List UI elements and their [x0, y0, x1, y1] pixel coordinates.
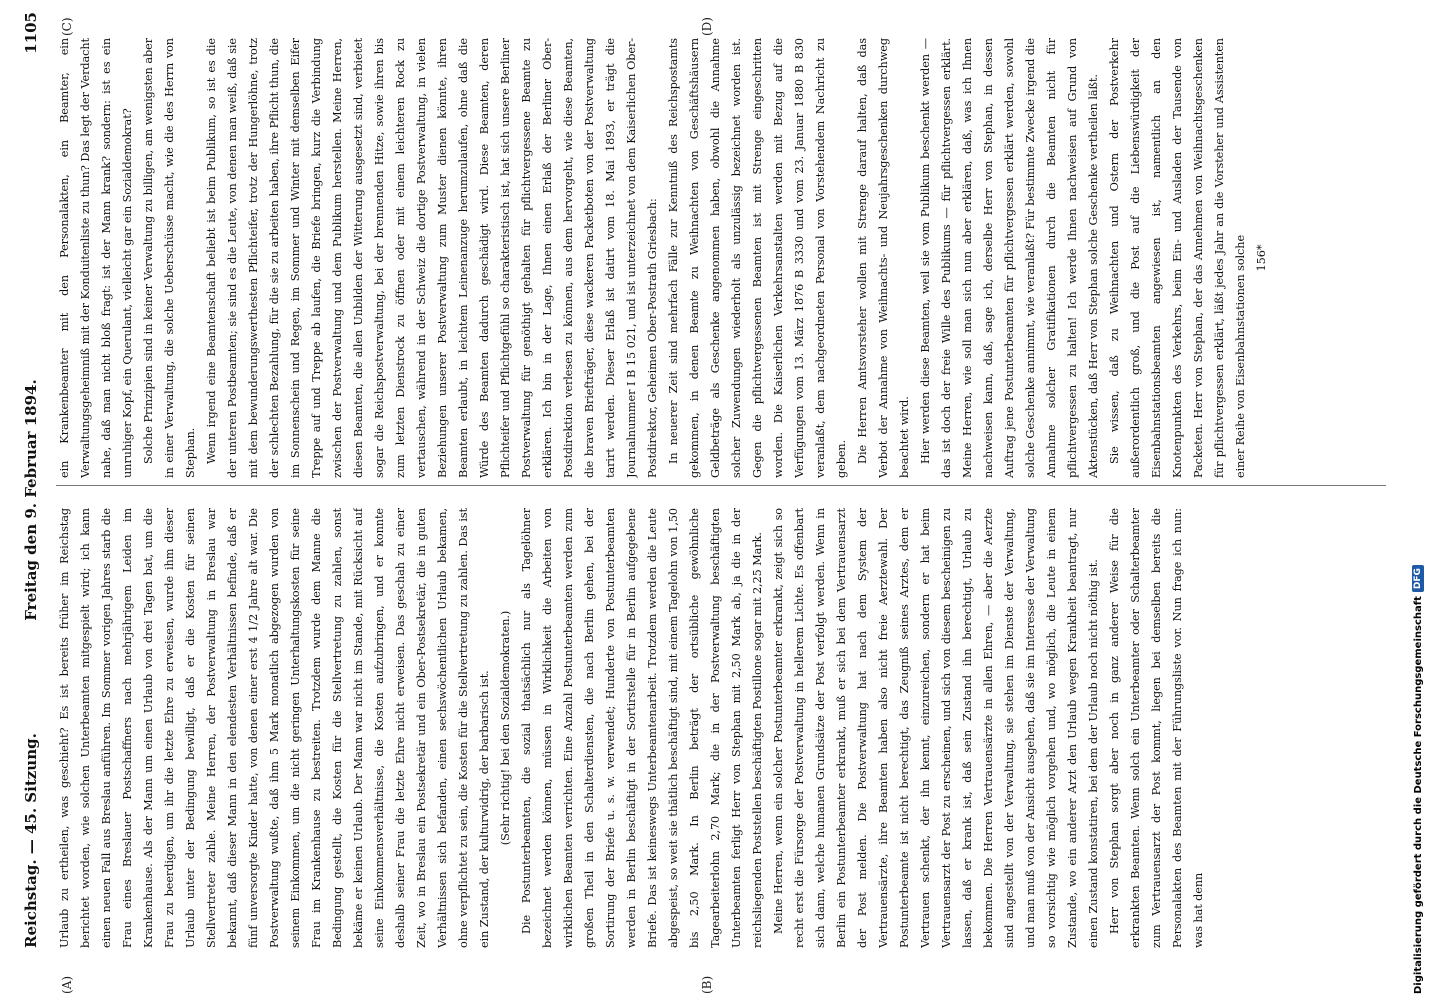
header-session: Reichstag. — 45. Sitzung. — [22, 733, 40, 948]
credit-text: Digitalisierung gefördert durch die Deutsche Forschungsgemeinschaft — [1412, 596, 1424, 994]
quoted-decree: In neuerer Zeit sind mehrfach Fälle zur Kenntniß des Reichspostamts gekommen, in denen Beamte zu Weihnachten von Geschäftshäusern Geldbeträge als Geschenke angenommen haben, obwohl die Annahme solcher Zuwendungen wiederholt als unzulässig bezeichnet worden ist. Gegen die pflichtvergessenen Beamten ist mit Strenge eingeschritten worden. Die Kaiserlichen Verkehrsanstalten werden mit Bezug auf die Verfügungen vom 13. März 1876 B 3330 und vom 23. Januar 1880 B 830 veranlaßt, dem nachgeordneten Personal von Vorstehendem Nachricht zu geben. — [667, 38, 848, 478]
margin-marker-d: (D) — [700, 17, 714, 36]
paragraph: Herr von Stephan sorgt aber noch in ganz anderer Weise für die erkrankten Beamten. Wenn solch ein Unterbeamter oder Schalterbeamter zum Vertrauensarzt der Post kommt, liegen bei demselben bereits die Personalakten des Beamten mit der Führungsliste vor. Nun frage ich nun: was hat denn — [1108, 508, 1205, 948]
column-left — [54, 508, 1394, 948]
digitization-credit-bar — [1408, 0, 1432, 1000]
column-right — [54, 38, 1394, 478]
dfg-logo: DFG — [1412, 565, 1424, 592]
page-header — [14, 0, 48, 1000]
header-date: Freitag den 9. Februar 1894. — [22, 379, 40, 621]
text-columns — [54, 38, 1394, 948]
paragraph: Die Postunterbeamten, die sozial thatsächlich nur als Tagelöhner bezeichnet werden können, müssen in Wirklichkeit die Arbeiten von wirklichen Beamten verrichten. Eine Anzahl Postunterbeamten werden zum großen Theil in den Schalterdiensten, die nach Berlin gehen, bei der Sortirung der Briefe u. s. w. verwendet; Hunderte von Postunterbeamten werden in Berlin beschäftigt in der Sortirstelle für in Berlin aufgegebene Briefe. Das ist keineswegs Unterbeamtenarbeit. Trotzdem werden die Leute abgespeist, so weit sie thätlich beschäftigt sind, mit einem Tagelohn von 1,50 bis 2,50 Mark. In Berlin beträgt der ortsübliche gewöhnliche Tagearbeiterlohn 2,70 Mark; die in der Postverwaltung beschäftigten Unterbeamten ferligt Herr von Stephan mit 2,50 Mark ab, ja die in der reichsliegenden Poststellen beschäftigten Postillone sogar mit 2,25 Mark. — [520, 508, 764, 948]
paragraph: Wenn irgend eine Beamtenschaft beliebt ist beim Publikum, so ist es die der unteren Postbeamten; sie sind es die Leute, von denen man weiß, daß sie mit dem bewunderungswerthesten Pflichteifer, trotz der Hungerlöhne, trotz der schlechten Bezahlung, für die sie zu arbeiten haben, ihre Pflicht thun, die im Sonnenschein und Regen, im Sommer und Winter mit demselben Eifer Treppe auf und Treppe ab laufen, die Briefe bringen, kurz die Verbindung zwischen der Postverwaltung und dem Publikum herstellen. Meine Herren, diesen Beamten, die allen Unbilden der Witterung ausgesetzt sind, verbietet sogar die Reichspostverwaltung, bei der brennenden Hitze, sowie ihren bis zum letzten Dienstrock zu öffnen oder mit einem leichteren Rock zu vertauschen, während in der Schweiz die dortige Postverwaltung, in vielen Beziehungen unserer Postverwaltung zum Muster dienen könnte, ihren Beamten erlaubt, in leichtem Leinenanzuge herumzulaufen, ohne daß die Würde des Beamten dadurch geschädigt wird. Diese Beamten, deren Pflichteifer und Pflichtgefühl so charakteristisch ist, hat sich unsere Berliner Postverwaltung für genöthigt gehalten für pflichtvergessene Beamte zu erklären. Ich bin in der Lage, Ihnen einen Erlaß der Berliner Ober-Postdirektion verlesen zu können, aus dem hervorgeht, wie diese Beamten, die braven Briefträger, diese wackeren Packetboten von der Postverwaltung tarirt werden. Dieser Erlaß ist datirt vom 18. Mai 1893, er trägt die Journalnummer I B 15 021, und ist unterzeichnet von dem Kaiserlichen Ober-Postdirektor, Geheimen Ober-Postrath Griesbach: — [205, 38, 659, 478]
quoted-decree: Die Herren Amtsvorsteher wollen mit Strenge darauf halten, daß das Verbot der Annahme von Weihnachts- und Neujahrsgeschenken durchweg beachtet wird. — [856, 38, 911, 478]
margin-marker-a: (A) — [60, 975, 74, 994]
sheet-signature: 156* — [1255, 244, 1268, 272]
paragraph: Hier werden diese Beamten, weil sie vom Publikum beschenkt werden — das ist doch der freie Wille des Publikums — für pflichtvergessen erklärt. Meine Herren, wie soll man sich nun aber erklären, daß, was ich Ihnen nachweisen kann, daß, sage ich, derselbe Herr von Stephan, in dessen Auftrag jene Postunterbeamten für pflichtvergessen erklärt werden, sowohl solche Geschenke annimmt, wie veranlaßt? Für bestimmte Zwecke irgend die Annahme solcher Gratifikationen durch die Beamten nicht für pflichtvergessen zu halten! Ich werde Ihnen nachweisen auf Grund von Aktenstücken, daß Herr von Stephan solche Geschenke vertheilen läßt. — [919, 38, 1100, 478]
paragraph: ein Krankenbeamter mit den Personalakten, ein Beamter, ein Verwaltungsgeheimniß mit der Konduitenliste zu thun? Das legt der Verdacht nahe, daß man nicht bloß fragt: ist der Mann krank? sondern: ist es ein unruhiger Kopf, ein Querulant, vielleicht gar ein Sozialdemokrat? — [58, 38, 134, 478]
interjection: (Sehr richtig! bei den Sozialdemokraten.) — [499, 610, 512, 846]
digitization-credit — [1412, 565, 1424, 994]
margin-marker-b: (B) — [700, 975, 714, 994]
margin-marker-c: (C) — [60, 17, 74, 36]
paragraph: Meine Herren, wenn ein solcher Postunterbeamter erkrankt, zeigt sich so recht erst die Fürsorge der Postverwaltung in hellerem Lichte. Es offenbart sich dann, welche humanen Grundsätze der Post verfolgt werden. Wenn in Berlin ein Postunterbeamter erkrankt, muß er sich bei dem Vertrauensarzt der Post melden. Die Postverwaltung hat nach dem System der Vertrauensärzte, ihre Beamten haben also nicht freie Aerztewahl. Der Postunterbeamte ist nicht berechtigt, das Zeugniß seines Arztes, dem er Vertrauen schenkt, der ihn kennt, einzureichen, sondern er hat beim Vertrauensarzt der Post zu erscheinen, und sich von diesem bescheinigen zu lassen, daß er krank ist, daß sein Zustand ihn berechtigt, Urlaub zu bekommen. Die Herren Vertrauensärzte in allen Ehren, — aber die Aerzte sind angestellt von der Verwaltung, sie stehen im Dienste der Verwaltung, und man muß von der Ansicht ausgehen, daß sie im Interesse der Verwaltung so vorsichtig wie möglich vorgehen und, wo möglich, die Leute in einem Zustande, wo ein anderer Arzt den Urlaub wegen Krankheit beantragt, nur einen Zustand konstatiren, bei dem der Urlaub noch nicht nöthig ist. — [772, 508, 1100, 948]
paragraph: Urlaub zu ertheilen, was geschieht? Es ist bereits früher im Reichstag berichtet worden, wie solchen Unterbeamten mitgespielt wird; ich kann einen neuen Fall aus Breslau anführen. Im Sommer vorigen Jahres starb die Frau eines Breslauer Postschaffners nach mehrjährigem Leiden im Krankenhause. Als der Mann um einen Urlaub von drei Tagen bat, um die Frau zu beerdigen, um ihr die letzte Ehre zu erweisen, wurde ihm dieser Urlaub unter der Bedingung bewilligt, daß er die Kosten für seinen Stellvertreter zahle. Meine Herren, der Postverwaltung in Breslau war bekannt, daß dieser Mann in den elendesten Verhältnissen befinde, daß er fünf unversorgte Kinder hatte, von denen einer erst 4 1/2 Jahre alt war. Die Postverwaltung wußte, daß ihm 5 Mark monatlich abgezogen wurden von seinem Einkommen, um die nicht geringen Unterhaltungskosten für seine Frau im Krankenhause zu bestreiten. Trotzdem wurde dem Manne die Bedingung gestellt, die Kosten für die Stellvertretung zu zahlen, sonst bekäme er keinen Urlaub. Der Mann war nicht im Stande, mit Rücksicht auf seine Einkommensverhältnisse, die Kosten aufzubringen, und er konnte deshalb seiner Frau die letzte Ehre nicht erweisen. Das geschah zu einer Zeit, wo in Breslau ein Postsekretär und ein Ober-Postsekretär, die in guten Verhältnissen sich befanden, einen sechswöchentlichen Urlaub bekamen, ohne verpflichtet zu sein, die Kosten für die Stellvertretung zu zahlen. Das ist ein Zustand, der kulturwidrig, der barbarisch ist. — [58, 508, 491, 948]
page-number: 1105 — [22, 12, 40, 54]
paragraph: Solche Prinzipien sind in keiner Verwaltung zu billigen, am wenigsten aber in einer Verwaltung, die solche Ueberschüsse macht, wie die des Herrn von Stephan. — [142, 38, 197, 478]
paragraph: Sie wissen, daß zu Weihnachten und Ostern der Postverkehr außerordentlich groß, und die Post auf die Liebenswürdigkeit der Eisenbahnstationsbeamten angewiesen ist, namentlich an den Knotenpunkten des Verkehrs, beim Ein- und Ausladen der Tausende von Packeten. Herr von Stephan, der das Annehmen von Weihnachtsgeschenken für pflichtvergessen erklärt, läßt jedes Jahr an die Vorsteher und Assistenten einer Reihe von Eisenbahnstationen solche — [1108, 38, 1247, 478]
